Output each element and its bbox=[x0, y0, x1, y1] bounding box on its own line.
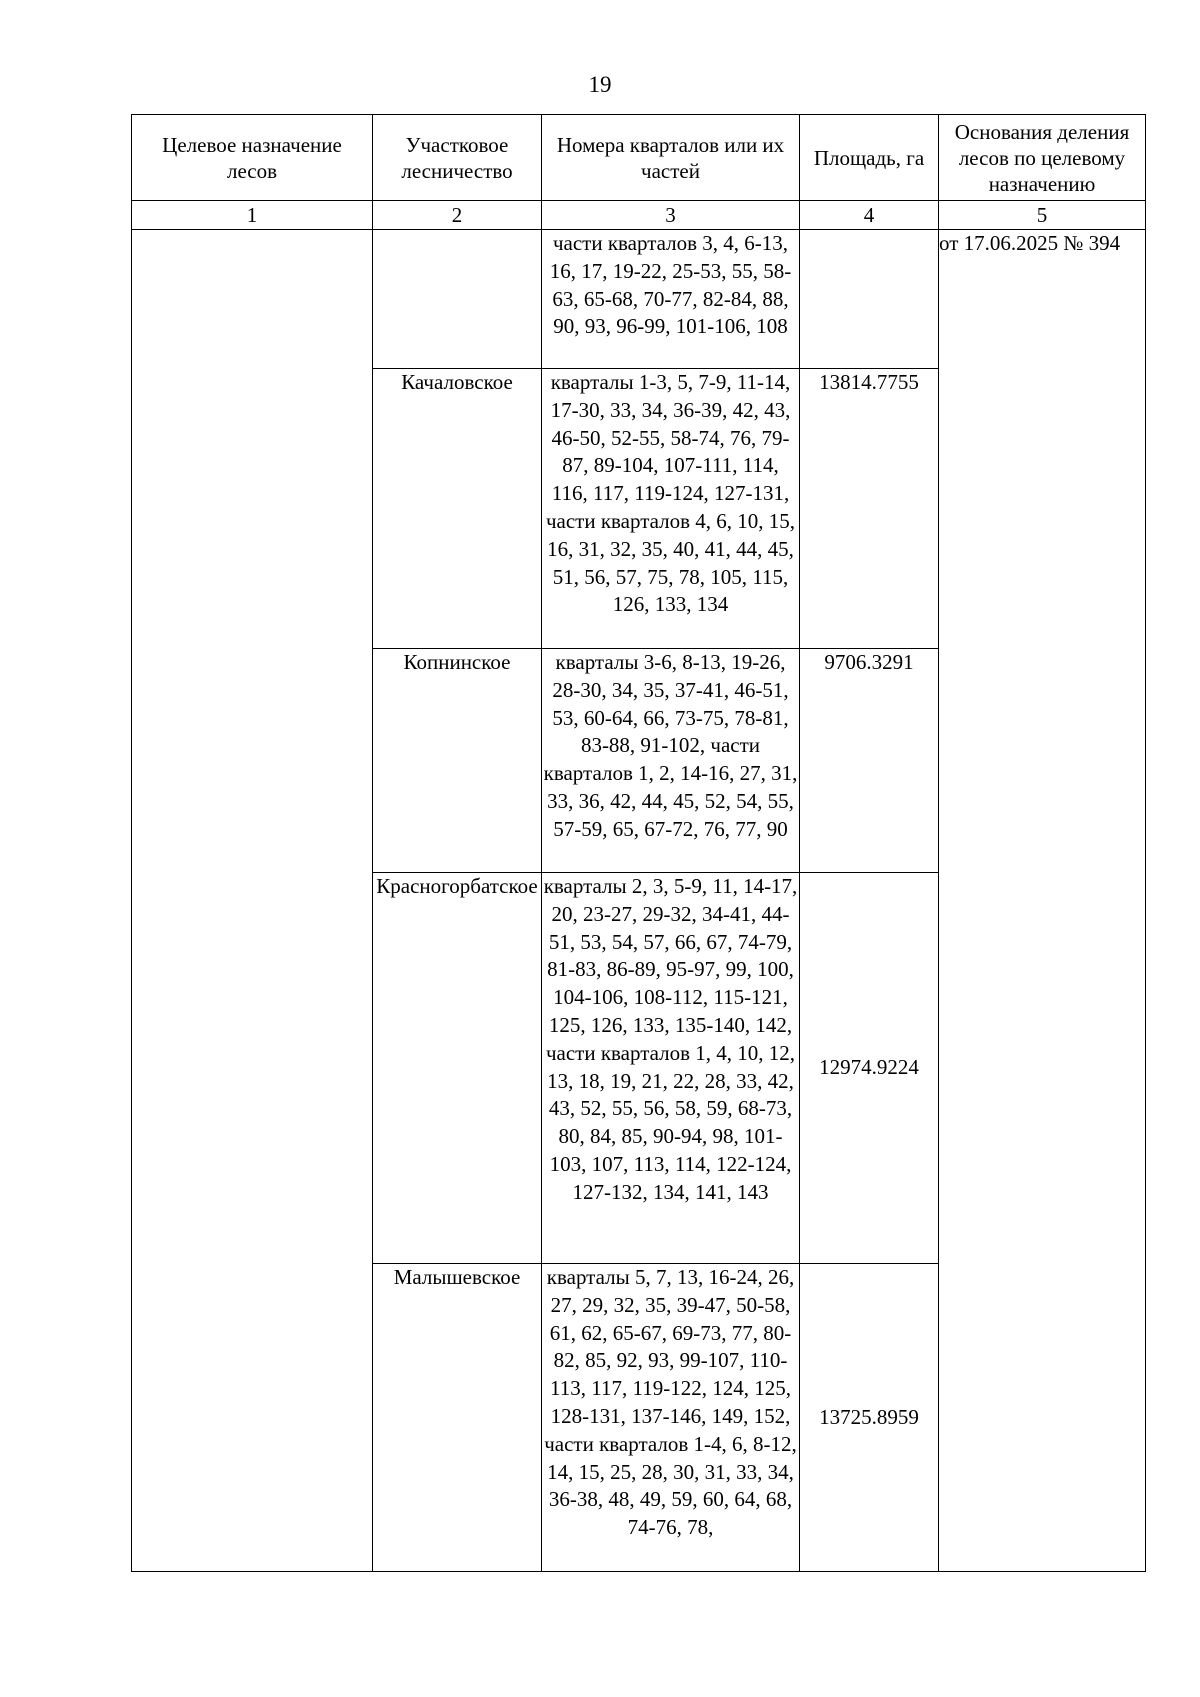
header-area: Площадь, га bbox=[800, 115, 939, 201]
column-number: 4 bbox=[800, 201, 939, 230]
forest-purpose-table bbox=[131, 114, 1146, 1572]
header-forestry: Участковое лесничество bbox=[373, 115, 542, 201]
basis-cell: от 17.06.2025 № 394 bbox=[939, 230, 1146, 1572]
header-forest-purpose: Целевое назначение лесов bbox=[132, 115, 373, 201]
column-number: 3 bbox=[542, 201, 800, 230]
quarters-cell: кварталы 2, 3, 5-9, 11, 14-17, 20, 23-27, 29-32, 34-41, 44-51, 53, 54, 57, 66, 67, 74-79, 81-83, 86-89, 95-97, 99, 100, 104-106, 108-112, 115-121, 125, 126, 133, 135-140, 142, части кварталов 1, 4, 10, 12, 13, 18, 19, 21, 22, 28, 33, 42, 43, 52, 55, 56, 58, 59, 68-73, 80, 84, 85, 90-94, 98, 101-103, 107, 113, 114, 122-124, 127-132, 134, 141, 143 bbox=[542, 873, 800, 1264]
forestry-cell: Качаловское bbox=[373, 369, 542, 649]
column-number: 1 bbox=[132, 201, 373, 230]
area-cell: 13725.8959 bbox=[800, 1264, 939, 1572]
header-basis: Основания деления лесов по целевому назначению bbox=[939, 115, 1146, 201]
area-cell: 12974.9224 bbox=[800, 873, 939, 1264]
forestry-cell: Копнинское bbox=[373, 649, 542, 873]
area-cell: 13814.7755 bbox=[800, 369, 939, 649]
forestry-cell bbox=[373, 230, 542, 369]
column-number: 5 bbox=[939, 201, 1146, 230]
quarters-cell: части кварталов 3, 4, 6-13, 16, 17, 19-22, 25-53, 55, 58-63, 65-68, 70-77, 82-84, 88, 90, 93, 96-99, 101-106, 108 bbox=[542, 230, 800, 369]
quarters-cell: кварталы 3-6, 8-13, 19-26, 28-30, 34, 35, 37-41, 46-51, 53, 60-64, 66, 73-75, 78-81, 83-88, 91-102, части кварталов 1, 2, 14-16, 27, 31, 33, 36, 42, 44, 45, 52, 54, 55, 57-59, 65, 67-72, 76, 77, 90 bbox=[542, 649, 800, 873]
forestry-cell: Малышевское bbox=[373, 1264, 542, 1572]
header-quarters: Номера кварталов или их частей bbox=[542, 115, 800, 201]
header-row bbox=[132, 115, 1146, 201]
quarters-cell: кварталы 5, 7, 13, 16-24, 26, 27, 29, 32, 35, 39-47, 50-58, 61, 62, 65-67, 69-73, 77, 80-82, 85, 92, 93, 99-107, 110-113, 117, 119-122, 124, 125, 128-131, 137-146, 149, 152, части кварталов 1-4, 6, 8-12, 14, 15, 25, 28, 30, 31, 33, 34, 36-38, 48, 49, 59, 60, 64, 68, 74-76, 78, bbox=[542, 1264, 800, 1572]
forest-purpose-cell bbox=[132, 230, 373, 1572]
table-row bbox=[132, 230, 1146, 369]
forestry-cell: Красногорбатское bbox=[373, 873, 542, 1264]
page-number: 19 bbox=[588, 72, 612, 97]
column-number-row bbox=[132, 201, 1146, 230]
quarters-cell: кварталы 1-3, 5, 7-9, 11-14, 17-30, 33, 34, 36-39, 42, 43, 46-50, 52-55, 58-74, 76, 79-87, 89-104, 107-111, 114, 116, 117, 119-124, 127-131, части кварталов 4, 6, 10, 15, 16, 31, 32, 35, 40, 41, 44, 45, 51, 56, 57, 75, 78, 105, 115, 126, 133, 134 bbox=[542, 369, 800, 649]
area-cell bbox=[800, 230, 939, 369]
area-cell: 9706.3291 bbox=[800, 649, 939, 873]
column-number: 2 bbox=[373, 201, 542, 230]
